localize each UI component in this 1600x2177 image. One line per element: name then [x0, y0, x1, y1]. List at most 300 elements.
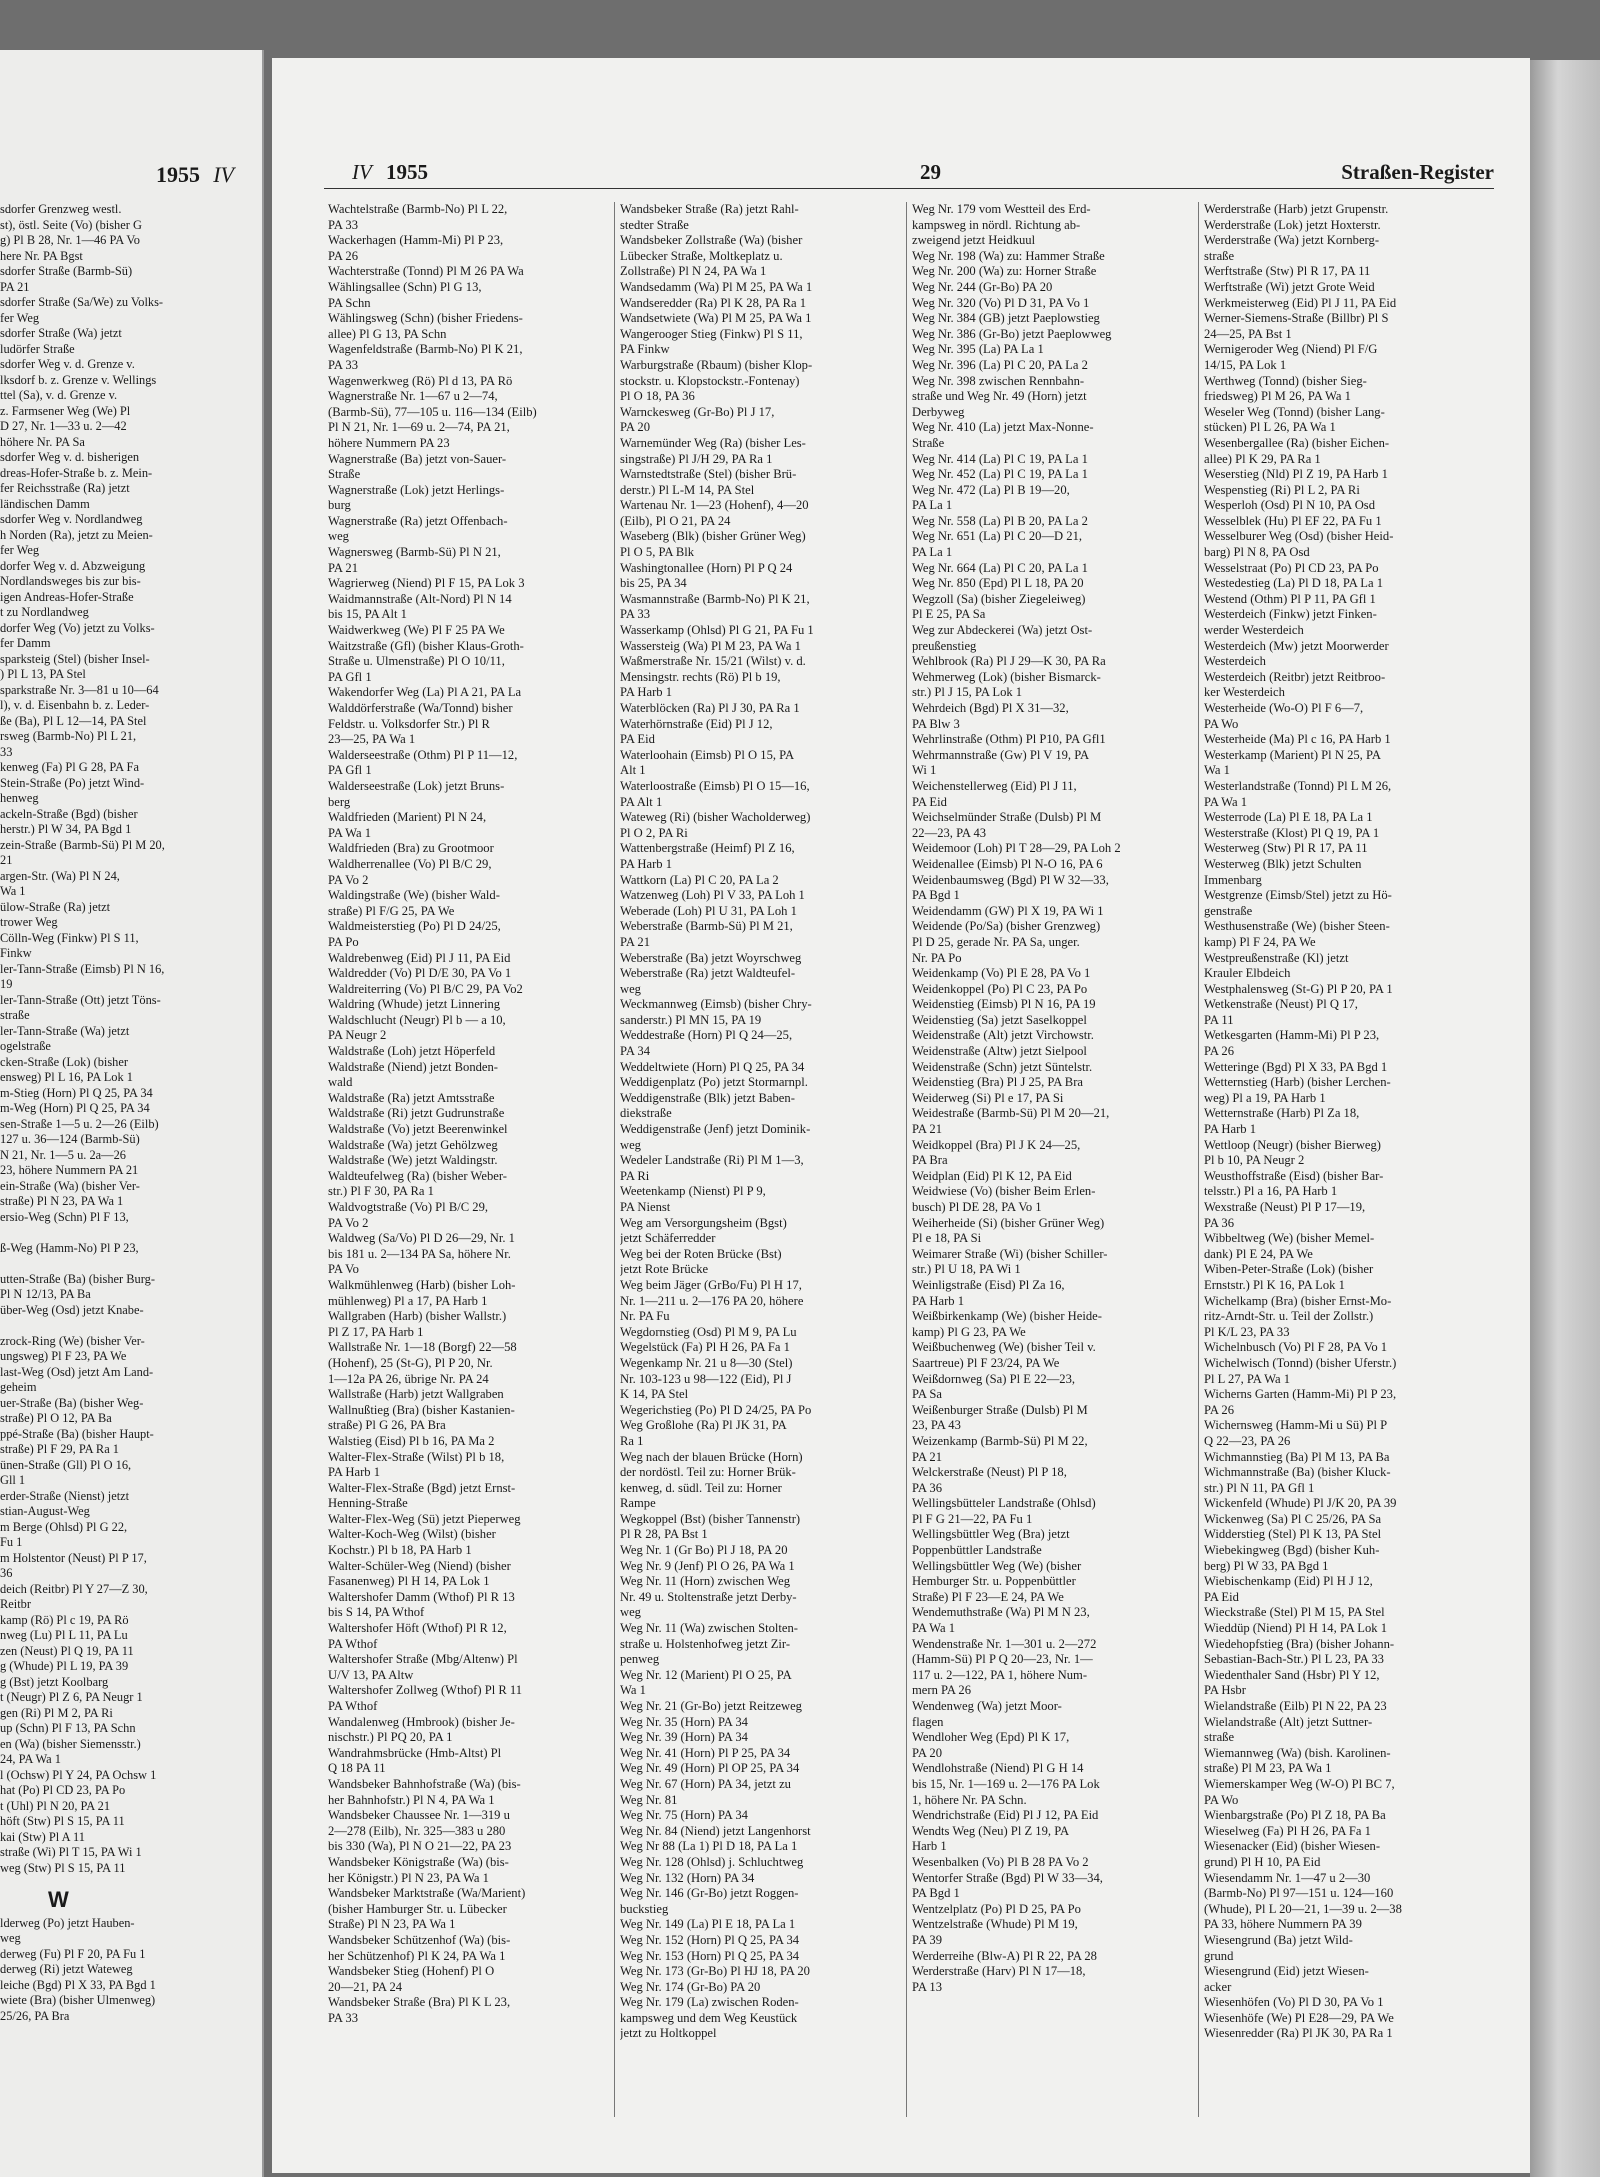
register-entry-line: Nr. 1—211 u. 2—176 PA 20, höhere [620, 1293, 804, 1308]
register-entry-line: Weddigenplatz (Po) jetzt Stormarnpl. [620, 1075, 808, 1090]
register-entry-line: PA 21 [912, 1449, 942, 1464]
register-entry-line: PA 26 [1204, 1044, 1234, 1059]
register-entry-line: Weg Nr. 651 (La) Pl C 20—D 21, [912, 529, 1083, 544]
register-entry-line: Wachterstraße (Tonnd) Pl M 26 PA Wa [328, 264, 524, 279]
left-entry-line: weg [0, 1931, 21, 1945]
register-entry-line: penweg [620, 1652, 660, 1667]
register-entry-line: Wickenweg (Sa) Pl C 25/26, PA Sa [1204, 1511, 1382, 1526]
register-entry-line: Werkmeisterweg (Eid) Pl J 11, PA Eid [1204, 295, 1397, 310]
left-page-year: 1955 [156, 162, 200, 187]
register-entry-line: Weg Nr. 1 (Gr Bo) Pl J 18, PA 20 [620, 1543, 788, 1558]
left-entry-line: m Berge (Ohlsd) Pl G 22, [0, 1519, 128, 1534]
register-entry-line: Fasanenweg) Pl H 14, PA Lok 1 [328, 1574, 490, 1589]
register-entry-line: Wackerhagen (Hamm-Mi) Pl P 23, [328, 233, 504, 248]
register-entry-line: Wehrlinstraße (Othm) Pl P10, PA Gfl1 [912, 732, 1106, 747]
register-entry-line: Wehrmannstraße (Gw) Pl V 19, PA [912, 747, 1090, 762]
left-entry-line: t (Uhl) Pl N 20, PA 21 [0, 1798, 111, 1813]
register-entry-line: Weg Nr. 81 [620, 1792, 678, 1807]
register-entry-line: acker [1204, 1979, 1232, 1994]
left-entry-line: ludörfer Straße [0, 341, 75, 356]
register-entry-line: Weg Nr. 664 (La) Pl C 20, PA La 1 [912, 560, 1088, 575]
register-entry-line: Weidendamm (GW) Pl X 19, PA Wi 1 [912, 903, 1104, 918]
register-entry-line: Weberstraße (Ba) jetzt Woyrschweg [620, 950, 802, 965]
register-entry-line: Waltershofer Höft (Wthof) Pl R 12, [328, 1621, 507, 1636]
left-entry-line: l), v. d. Eisenbahn b. z. Leder- [0, 698, 150, 712]
register-entry-line: Weinligstraße (Eisd) Pl Za 16, [912, 1277, 1065, 1292]
register-entry-line: Weg am Versorgungsheim (Bgst) [620, 1215, 787, 1230]
register-entry-line: Waterloohain (Eimsb) Pl O 15, PA [620, 747, 795, 762]
register-entry-line: Weberade (Loh) Pl U 31, PA Loh 1 [620, 903, 797, 918]
register-entry-line: Waldstraße (Ri) jetzt Gudrunstraße [328, 1106, 505, 1121]
register-entry-line: PA Harb 1 [1204, 1122, 1257, 1137]
register-entry-line: Wiedehopfstieg (Bra) (bisher Johann- [1204, 1636, 1395, 1651]
register-entry-line: Weg Nr. 386 (Gr-Bo) jetzt Paeplowweg [912, 326, 1112, 341]
page-edge-shadow [1530, 60, 1600, 2177]
register-entry-line: Waldstraße (Vo) jetzt Beerenwinkel [328, 1122, 508, 1137]
register-entry-line: PA Eid [1204, 1589, 1239, 1604]
register-entry-line: K 14, PA Stel [620, 1387, 689, 1402]
left-entry-line: sdorfer Grenzweg westl. [0, 202, 122, 216]
left-entry-line [0, 1256, 258, 1272]
register-entry-line: str.) Pl N 11, PA Gfl 1 [1204, 1480, 1315, 1495]
register-entry-line: Weichenstellerweg (Eid) Pl J 11, [912, 778, 1077, 793]
left-entry-line: sen-Straße 1—5 u. 2—26 (Eilb) [0, 1116, 159, 1131]
register-entry-line: Wehrdeich (Bgd) Pl X 31—32, [912, 701, 1069, 715]
left-page-column [0, 202, 258, 2024]
register-entry-line: Wiemerskamper Weg (W-O) Pl BC 7, [1204, 1776, 1395, 1791]
left-entry-line [0, 1318, 258, 1334]
register-entry-line: Waldmeisterstieg (Po) Pl D 24/25, [328, 919, 501, 934]
left-entry-line: 25/26, PA Bra [0, 2008, 70, 2023]
register-entry-line: Wiesenhöfe (We) Pl E28—29, PA We [1204, 2010, 1394, 2025]
left-entry-line: lderweg (Po) jetzt Hauben- [0, 1915, 135, 1930]
register-entry-line: Warnemünder Weg (Ra) (bisher Les- [620, 435, 806, 450]
register-entry-line: Weg Nr. 414 (La) Pl C 19, PA La 1 [912, 451, 1088, 466]
register-entry-line: mühlenweg) Pl a 17, PA Harb 1 [328, 1293, 488, 1308]
register-entry-line: Wagnerstraße Nr. 1—67 u 2—74, [328, 389, 498, 404]
register-entry-line: Walddörferstraße (Wa/Tonnd) bisher [328, 701, 513, 715]
left-entry-line: Reitbr [0, 1597, 31, 1611]
register-entry-line: Wespenstieg (Ri) Pl L 2, PA Ri [1204, 482, 1360, 497]
section-letter: W [48, 1887, 69, 1912]
register-entry-line: PA Harb 1 [620, 685, 673, 700]
register-entry-line: 117 u. 2—122, PA 1, höhere Num- [912, 1667, 1088, 1682]
register-entry-line: Straße [912, 435, 945, 450]
register-entry-line: allee) Pl G 13, PA Schn [328, 326, 447, 341]
left-entry-line: ackeln-Straße (Bgd) (bisher [0, 806, 138, 821]
register-entry-line: Wickenfeld (Whude) Pl J/K 20, PA 39 [1204, 1496, 1397, 1511]
left-entry-line: erder-Straße (Nienst) jetzt [0, 1488, 130, 1503]
register-entry-line: PA 33 [328, 217, 358, 232]
register-entry-line: Poppenbüttler Landstraße [912, 1543, 1042, 1558]
register-entry-line: Weidenallee (Eimsb) Pl N-O 16, PA 6 [912, 856, 1103, 871]
register-entry-line: Weg Nr. 152 (Horn) Pl Q 25, PA 34 [620, 1932, 800, 1947]
left-entry-line: z. Farmsener Weg (We) Pl [0, 403, 131, 418]
register-entry-line: weg [620, 1605, 641, 1620]
left-entry-line: sparkstraße Nr. 3—81 u 10—64 [0, 682, 159, 697]
left-entry-line: fer Reichsstraße (Ra) jetzt [0, 481, 130, 495]
register-entry-line: Weg Nr. 39 (Horn) PA 34 [620, 1730, 748, 1745]
left-entry-line: cken-Straße (Lok) (bisher [0, 1054, 128, 1069]
left-entry-line: herstr.) Pl W 34, PA Bgd 1 [0, 822, 132, 836]
register-entry-line: PA 33, höhere Nummern PA 39 [1204, 1917, 1362, 1932]
register-entry-line: bis S 14, PA Wthof [328, 1605, 425, 1620]
register-entry-line: PA Wthof [328, 1636, 378, 1651]
register-entry-line: Weizenkamp (Barmb-Sü) Pl M 22, [912, 1433, 1088, 1448]
register-entry-line: burg [328, 498, 351, 513]
register-entry-line: Werderstraße (Harv) Pl N 17—18, [912, 1964, 1086, 1979]
register-entry-line: PA 33 [328, 2010, 358, 2025]
register-entry-line: Walter-Flex-Straße (Wilst) Pl b 18, [328, 1449, 505, 1464]
register-entry-line: Wi 1 [912, 763, 937, 778]
register-entry-line: Waldteufelweg (Ra) (bisher Weber- [328, 1168, 507, 1183]
left-entry-line: sparksteig (Stel) (bisher Insel- [0, 651, 150, 666]
register-entry-line: Weddeltwiete (Horn) Pl Q 25, PA 34 [620, 1059, 805, 1074]
register-entry-line: Wendloher Weg (Epd) Pl K 17, [912, 1730, 1070, 1745]
register-entry-line: Wandseredder (Ra) Pl K 28, PA Ra 1 [620, 295, 807, 310]
register-entry-line: PA Finkw [620, 342, 670, 357]
left-page [0, 50, 264, 2177]
register-entry-line: werder Westerdeich [1204, 623, 1304, 638]
register-entry-line: Washingtonallee (Horn) Pl P Q 24 [620, 560, 793, 575]
register-entry-line: Westedestieg (La) Pl D 18, PA La 1 [1204, 576, 1384, 591]
register-entry-line: Wandalenweg (Hmbrook) (bisher Je- [328, 1714, 515, 1729]
left-entry-line: gen (Ri) Pl M 2, PA Ri [0, 1705, 113, 1720]
left-entry-line: D 27, Nr. 1—33 u. 2—42 [0, 419, 127, 433]
left-entry-line: ersio-Weg (Schn) Pl F 13, [0, 1209, 129, 1224]
left-entry-line: sdorfer Weg v. Nordlandweg [0, 512, 143, 526]
register-entry-line: Weddigenstraße (Blk) jetzt Baben- [620, 1090, 795, 1105]
register-entry-line: Weg Nr. 198 (Wa) zu: Hammer Straße [912, 248, 1105, 263]
register-entry-line: Waldreiterring (Vo) Pl B/C 29, PA Vo2 [328, 981, 523, 996]
register-entry-line: grund [1204, 1948, 1234, 1963]
left-page-header [0, 162, 262, 192]
register-entry-line: Weg Nr. 149 (La) Pl E 18, PA La 1 [620, 1917, 796, 1932]
left-entry-line: m-Stieg (Horn) Pl Q 25, PA 34 [0, 1085, 153, 1100]
register-entry-line: weg [328, 529, 349, 544]
register-entry-line: Waldstraße (We) jetzt Waldingstr. [328, 1153, 498, 1168]
left-entry-line: leiche (Bgd) Pl X 33, PA Bgd 1 [0, 1977, 156, 1992]
register-entry-line: PA Wa 1 [912, 1621, 956, 1636]
register-entry-line: busch) Pl DE 28, PA Vo 1 [912, 1200, 1042, 1214]
left-entry-line: uer-Straße (Ba) (bisher Weg- [0, 1395, 144, 1410]
register-entry-line: berg [328, 794, 351, 809]
register-entry-line: straße [1204, 248, 1235, 263]
register-entry-line: Wiben-Peter-Straße (Lok) (bisher [1204, 1262, 1374, 1277]
register-entry-line: Westerweg (Blk) jetzt Schulten [1204, 856, 1362, 871]
register-entry-line: Weg Nr. 12 (Marient) Pl O 25, PA [620, 1667, 792, 1682]
register-entry-line: Wiedenthaler Sand (Hsbr) Pl Y 12, [1204, 1667, 1380, 1682]
left-entry-line: henweg [0, 791, 39, 805]
register-entry-line: Wandsbeker Straße (Bra) Pl K L 23, [328, 1995, 511, 2010]
register-entry-line: Waldstraße (Niend) jetzt Bonden- [328, 1059, 498, 1074]
register-entry-line: Werftstraße (Wi) jetzt Grote Weid [1204, 279, 1375, 294]
register-entry-line: Wentzelstraße (Whude) Pl M 19, [912, 1917, 1078, 1932]
register-entry-line: Weidenkamp (Vo) Pl E 28, PA Vo 1 [912, 966, 1091, 981]
register-entry-line: Ra 1 [620, 1433, 644, 1448]
register-entry-line: telsstr.) Pl a 16, PA Harb 1 [1204, 1184, 1338, 1199]
register-entry-line: höhere Nummern PA 23 [328, 435, 450, 450]
register-entry-line: Waldstraße (Loh) jetzt Höperfeld [328, 1044, 496, 1059]
register-entry-line: Wichelnbusch (Vo) Pl F 28, PA Vo 1 [1204, 1340, 1388, 1355]
left-entry-line: ein-Straße (Wa) (bisher Ver- [0, 1178, 140, 1193]
register-entry-line: Wagnerstraße (Lok) jetzt Herlings- [328, 482, 505, 497]
register-entry-line: Waidwerkweg (We) Pl F 25 PA We [328, 623, 505, 638]
register-entry-line: Waltershofer Damm (Wthof) Pl R 13 [328, 1589, 515, 1604]
register-entry-line: Weg Nr. 398 zwischen Rennbahn- [912, 373, 1085, 388]
register-entry-line: Zollstraße) Pl N 24, PA Wa 1 [620, 264, 767, 279]
register-entry-line: Pl R 28, PA Bst 1 [620, 1527, 708, 1542]
register-entry-line: kampsweg und dem Weg Keustück [620, 2010, 798, 2025]
left-entry-line: t (Neugr) Pl Z 6, PA Neugr 1 [0, 1690, 143, 1704]
column-divider [614, 202, 615, 2117]
left-entry-line: ler-Tann-Straße (Wa) jetzt [0, 1023, 130, 1038]
register-entry-line: Waltershofer Straße (Mbg/Altenw) Pl [328, 1652, 518, 1667]
register-entry-line: (bisher Hamburger Str. u. Lübecker [328, 1901, 507, 1916]
register-entry-line: Westerrode (La) Pl E 18, PA La 1 [1204, 810, 1373, 825]
left-entry-line: 23, höhere Nummern PA 21 [0, 1163, 139, 1177]
register-entry-line: PA Eid [620, 732, 655, 747]
register-entry-line: Wallstraße Nr. 1—18 (Borgf) 22—58 [328, 1340, 517, 1355]
register-entry-line: Weichselmünder Straße (Dulsb) Pl M [912, 810, 1102, 825]
register-entry-line: 2—278 (Eilb), Nr. 325—383 u 280 [328, 1823, 506, 1838]
register-entry-line: PA Wo [1204, 1792, 1239, 1807]
register-entry-line: Weseler Weg (Tonnd) (bisher Lang- [1204, 404, 1385, 419]
register-entry-line: Westpreußenstraße (Kl) jetzt [1204, 950, 1349, 965]
left-entry-line: dorfer Weg (Vo) jetzt zu Volks- [0, 620, 155, 635]
register-entry-line: Nr. PA Fu [620, 1309, 670, 1324]
left-entry-line: über-Weg (Osd) jetzt Knabe- [0, 1302, 144, 1317]
register-entry-line: Weißenburger Straße (Dulsb) Pl M [912, 1402, 1088, 1417]
register-entry-line: str.) Pl U 18, PA Wi 1 [912, 1262, 1021, 1277]
register-entry-line: Waterblöcken (Ra) Pl J 30, PA Ra 1 [620, 701, 800, 715]
register-entry-line: Weg Nr. 132 (Horn) PA 34 [620, 1870, 755, 1885]
register-entry-line: Waltershofer Zollweg (Wthof) Pl R 11 [328, 1683, 523, 1698]
register-entry-line: straße [1204, 1730, 1235, 1745]
register-entry-line: Waldrebenweg (Eid) Pl J 11, PA Eid [328, 950, 511, 965]
register-entry-line: Weißbuchenweg (We) (bisher Teil v. [912, 1340, 1096, 1355]
register-entry-line: Weg Nr. 452 (La) Pl C 19, PA La 1 [912, 467, 1088, 482]
register-entry-line: bis 15, PA Alt 1 [328, 607, 407, 622]
left-entry-line: ünen-Straße (Gll) Pl O 16, [0, 1457, 132, 1472]
register-entry-line: Weg Nr. 146 (Gr-Bo) jetzt Roggen- [620, 1886, 799, 1901]
register-entry-line: Alt 1 [620, 763, 646, 778]
register-entry-line: Wegkoppel (Bst) (bisher Tannenstr) [620, 1511, 801, 1526]
register-entry-line: her Bahnhofstr.) Pl N 4, PA Wa 1 [328, 1792, 495, 1807]
register-entry-line: Wendlohstraße (Niend) Pl G H 14 [912, 1761, 1084, 1776]
left-entry-line: straße) Pl O 12, PA Ba [0, 1411, 112, 1425]
register-entry-line: Wandrahmsbrücke (Hmb-Altst) Pl [328, 1745, 502, 1760]
register-entry-line: bis 330 (Wa), Pl N O 21—22, PA 23 [328, 1839, 512, 1854]
register-entry-line: PA La 1 [912, 545, 953, 560]
register-entry-line: Weg Nr. 21 (Gr-Bo) jetzt Reitzeweg [620, 1699, 802, 1713]
left-entry-line: höhere Nr. PA Sa [0, 434, 85, 449]
register-entry-line: her Schützenhof) Pl K 24, PA Wa 1 [328, 1948, 506, 1963]
register-entry-line: Pl b 10, PA Neugr 2 [1204, 1153, 1305, 1168]
register-entry-line: Werderstraße (Lok) jetzt Hoxterstr. [1204, 217, 1381, 232]
register-entry-line: PA 20 [620, 420, 650, 435]
left-entry-line: ) Pl L 13, PA Stel [0, 667, 86, 681]
register-entry-line: (Barmb-Sü), 77—105 u. 116—134 (Eilb) [328, 404, 537, 419]
register-entry-line: PA Neugr 2 [328, 1028, 387, 1043]
register-entry-line: Weidkoppel (Bra) Pl J K 24—25, [912, 1137, 1081, 1152]
register-entry-line: Wangerooger Stieg (Finkw) Pl S 11, [620, 326, 803, 341]
register-entry-line: Wichernsweg (Hamm-Mi u Sü) Pl P [1204, 1418, 1388, 1433]
register-entry-line: Weg Nr. 9 (Jenf) Pl O 26, PA Wa 1 [620, 1558, 795, 1573]
register-entry-line: Wa 1 [1204, 763, 1230, 778]
register-entry-line: Westerheide (Ma) Pl c 16, PA Harb 1 [1204, 732, 1391, 747]
register-entry-line: Wichelwisch (Tonnd) (bisher Uferstr.) [1204, 1355, 1397, 1370]
register-entry-line: Wiesengrund (Ba) jetzt Wild- [1204, 1932, 1353, 1947]
register-entry-line: Wieselweg (Fa) Pl H 26, PA Fa 1 [1204, 1823, 1371, 1838]
register-entry-line: straße u. Holstenhofweg jetzt Zir- [620, 1636, 791, 1651]
register-entry-line: preußenstieg [912, 638, 977, 653]
register-entry-line: PA 21 [328, 560, 358, 575]
register-entry-line: Pl e 18, PA Si [912, 1231, 982, 1246]
register-entry-line: Harb 1 [912, 1839, 947, 1854]
register-entry-line: Weg nach der blauen Brücke (Horn) [620, 1449, 803, 1464]
register-entry-line: Westerdeich (Reitbr) jetzt Reitbroo- [1204, 669, 1386, 684]
register-entry-line: Wandsbeker Zollstraße (Wa) (bisher [620, 233, 803, 248]
register-entry-line: Wichmannstieg (Ba) Pl M 13, PA Ba [1204, 1449, 1390, 1464]
header-year: 1955 [386, 160, 428, 184]
register-entry-line: Pl N 21, Nr. 1—69 u. 2—74, PA 21, [328, 420, 510, 435]
left-entry-line: en (Wa) (bisher Siemensstr.) [0, 1736, 141, 1751]
register-entry-line: Werner-Siemens-Straße (Billbr) Pl S [1204, 311, 1389, 326]
register-entry-line: 24—25, PA Bst 1 [1204, 326, 1292, 341]
register-entry-line: Widderstieg (Stel) Pl K 13, PA Stel [1204, 1527, 1382, 1542]
register-entry-line: bis 25, PA 34 [620, 576, 687, 591]
register-entry-line: Weg Nr. 320 (Vo) Pl D 31, PA Vo 1 [912, 295, 1090, 310]
register-entry-line: PA Vo 2 [328, 872, 369, 887]
register-entry-line: zweigend jetzt Heidkuul [912, 233, 1036, 248]
register-entry-line: Warburgstraße (Rbaum) (bisher Klop- [620, 357, 813, 372]
register-entry-line: weg [620, 1137, 641, 1152]
register-entry-line: Wandsetwiete (Wa) Pl M 25, PA Wa 1 [620, 311, 812, 326]
register-entry-line: kampsweg in nördl. Richtung ab- [912, 217, 1081, 232]
register-entry-line: Wachtelstraße (Barmb-No) Pl L 22, [328, 202, 508, 216]
register-entry-line: Weidenstieg (Sa) jetzt Saselkoppel [912, 1012, 1087, 1027]
register-entry-line: weg) Pl a 19, PA Harb 1 [1204, 1090, 1326, 1105]
register-entry-line: Immenbarg [1204, 872, 1262, 887]
register-entry-line: Wendts Weg (Neu) Pl Z 19, PA [912, 1823, 1070, 1838]
register-entry-line: PA 36 [912, 1480, 942, 1495]
register-entry-line: Nr. PA Po [912, 950, 962, 965]
left-entry-line: derweg (Ri) jetzt Wateweg [0, 1962, 133, 1976]
register-entry-line: Weserstieg (Nld) Pl Z 19, PA Harb 1 [1204, 467, 1388, 482]
left-entry-line: straße) Pl F 29, PA Ra 1 [0, 1442, 119, 1456]
register-entry-line: Wasserkamp (Ohlsd) Pl G 21, PA Fu 1 [620, 623, 814, 638]
register-entry-line: PA Schn [328, 295, 371, 310]
left-entry-line: Nordlandsweges bis zur bis- [0, 574, 141, 588]
register-entry-line: Wieckstraße (Stel) Pl M 15, PA Stel [1204, 1605, 1385, 1620]
left-entry-line: 19 [0, 977, 13, 991]
left-entry-line: Cölln-Weg (Finkw) Pl S 11, [0, 930, 139, 945]
register-entry-line: Q 22—23, PA 26 [1204, 1433, 1291, 1448]
register-entry-line: Wegerichstieg (Po) Pl D 24/25, PA Po [620, 1402, 812, 1417]
register-entry-line: Pl O 18, PA 36 [620, 389, 695, 404]
register-entry-line: Wielandstraße (Alt) jetzt Suttner- [1204, 1714, 1373, 1729]
left-entry-line: 36 [0, 1566, 13, 1580]
register-entry-line: Walkmühlenweg (Harb) (bisher Loh- [328, 1277, 516, 1292]
left-entry-line: m Holstentor (Neust) Pl P 17, [0, 1550, 147, 1565]
register-entry-line: Weg Nr. 200 (Wa) zu: Horner Straße [912, 264, 1097, 279]
register-entry-line: Pl K/L 23, PA 33 [1204, 1324, 1290, 1339]
register-entry-line: Wesenbalken (Vo) Pl B 28 PA Vo 2 [912, 1854, 1089, 1869]
register-entry-line: Weg Nr. 49 (Horn) Pl OP 25, PA 34 [620, 1761, 800, 1776]
register-entry-line: friedsweg) Pl M 26, PA Wa 1 [1204, 389, 1351, 404]
register-entry-line: Wesselblek (Hu) Pl EF 22, PA Fu 1 [1204, 513, 1382, 528]
left-entry-line: Fu 1 [0, 1535, 23, 1549]
register-entry-line: Weg Nr. 84 (Niend) jetzt Langenhorst [620, 1823, 811, 1838]
register-entry-line: Westerdeich (Finkw) jetzt Finken- [1204, 607, 1377, 622]
register-entry-line: singstraße) Pl J/H 29, PA Ra 1 [620, 451, 773, 466]
register-entry-line: ker Westerdeich [1204, 685, 1285, 700]
register-entry-line: Wesselburer Weg (Osd) (bisher Heid- [1204, 529, 1394, 544]
register-entry-line: PA 36 [1204, 1215, 1234, 1230]
left-entry-line: ensweg) Pl L 16, PA Lok 1 [0, 1070, 133, 1084]
register-entry-line: Straße) Pl F 23—E 24, PA We [912, 1589, 1064, 1604]
register-entry-line: Wandsbeker Stieg (Hohenf) Pl O [328, 1964, 495, 1979]
register-entry-line: Wallstraße (Harb) jetzt Wallgraben [328, 1387, 504, 1402]
register-entry-line: Westgrenze (Eimsb/Stel) jetzt zu Hö- [1204, 888, 1392, 903]
register-entry-line: Weg Nr. 179 vom Westteil des Erd- [912, 202, 1091, 216]
register-entry-line: Weidwiese (Vo) (bisher Beim Erlen- [912, 1184, 1096, 1199]
register-entry-line: Wandsbeker Königstraße (Wa) (bis- [328, 1854, 509, 1869]
left-entry-line: Finkw [0, 946, 32, 960]
register-entry-line: Pl D 25, gerade Nr. PA Sa, unger. [912, 934, 1080, 949]
register-entry-line: kenweg, d. südl. Teil zu: Horner [620, 1480, 782, 1495]
left-entry-line: 33 [0, 744, 13, 759]
register-entry-line: Waldingstraße (We) (bisher Wald- [328, 888, 500, 903]
register-entry-line: dank) Pl E 24, PA We [1204, 1246, 1313, 1261]
left-entry-line: ttel (Sa), v. d. Grenze v. [0, 388, 118, 402]
register-entry-line: Wiemannweg (Wa) (bish. Karolinen- [1204, 1745, 1391, 1760]
register-entry-line: Westerkamp (Marient) Pl N 25, PA [1204, 747, 1381, 762]
register-entry-line: PA Wa 1 [1204, 794, 1248, 809]
left-entry-line: sdorfer Straße (Barmb-Sü) [0, 264, 133, 278]
register-entry-line: 20—21, PA 24 [328, 1979, 403, 1994]
register-entry-line: Wandsbeker Marktstraße (Wa/Marient) [328, 1886, 526, 1901]
register-entry-line: Weidende (Po/Sa) (bisher Grenzweg) [912, 919, 1101, 934]
register-entry-line: PA Nienst [620, 1200, 671, 1214]
register-entry-line: Weckmannweg (Eimsb) (bisher Chry- [620, 997, 812, 1012]
left-entry-line: t zu Nordlandweg [0, 605, 89, 619]
left-entry-line: h Norden (Ra), jetzt zu Meien- [0, 527, 153, 542]
register-entry-line: Weberstraße (Ra) jetzt Waldteufel- [620, 966, 796, 981]
register-entry-line: Waldfrieden (Bra) zu Grootmoor [328, 841, 494, 856]
register-entry-line: PA 26 [1204, 1402, 1234, 1417]
left-entry-line: deich (Reitbr) Pl Y 27—Z 30, [0, 1581, 148, 1596]
register-entry-line: 14/15, PA Lok 1 [1204, 357, 1287, 372]
left-entry-line: dorfer Weg v. d. Abzweigung [0, 558, 146, 573]
register-entry-line: Westerheide (Wo-O) Pl F 6—7, [1204, 701, 1364, 715]
page-number: 29 [920, 160, 941, 184]
register-entry-line: Pl Z 17, PA Harb 1 [328, 1324, 424, 1339]
register-entry-line: Wehlbrook (Ra) Pl J 29—K 30, PA Ra [912, 654, 1106, 669]
register-entry-line: Watzenweg (Loh) Pl V 33, PA Loh 1 [620, 888, 805, 903]
register-entry-line: stockstr. u. Klopstockstr.-Fontenay) [620, 373, 800, 388]
register-entry-line: PA Bra [912, 1153, 948, 1168]
register-entry-line: Wendenweg (Wa) jetzt Moor- [912, 1699, 1062, 1713]
register-entry-line: Weiderweg (Si) Pl e 17, PA Si [912, 1090, 1064, 1105]
register-entry-line: PA La 1 [912, 498, 953, 513]
register-entry-line: Wedeler Landstraße (Ri) Pl M 1—3, [620, 1153, 804, 1168]
left-entry-line: 24, PA Wa 1 [0, 1752, 61, 1766]
register-entry-line: Wendenstraße Nr. 1—301 u. 2—272 [912, 1636, 1097, 1651]
register-entry-line: Wetternstraße (Harb) Pl Za 18, [1204, 1106, 1360, 1121]
register-entry-line: Westend (Othm) Pl P 11, PA Gfl 1 [1204, 591, 1376, 606]
